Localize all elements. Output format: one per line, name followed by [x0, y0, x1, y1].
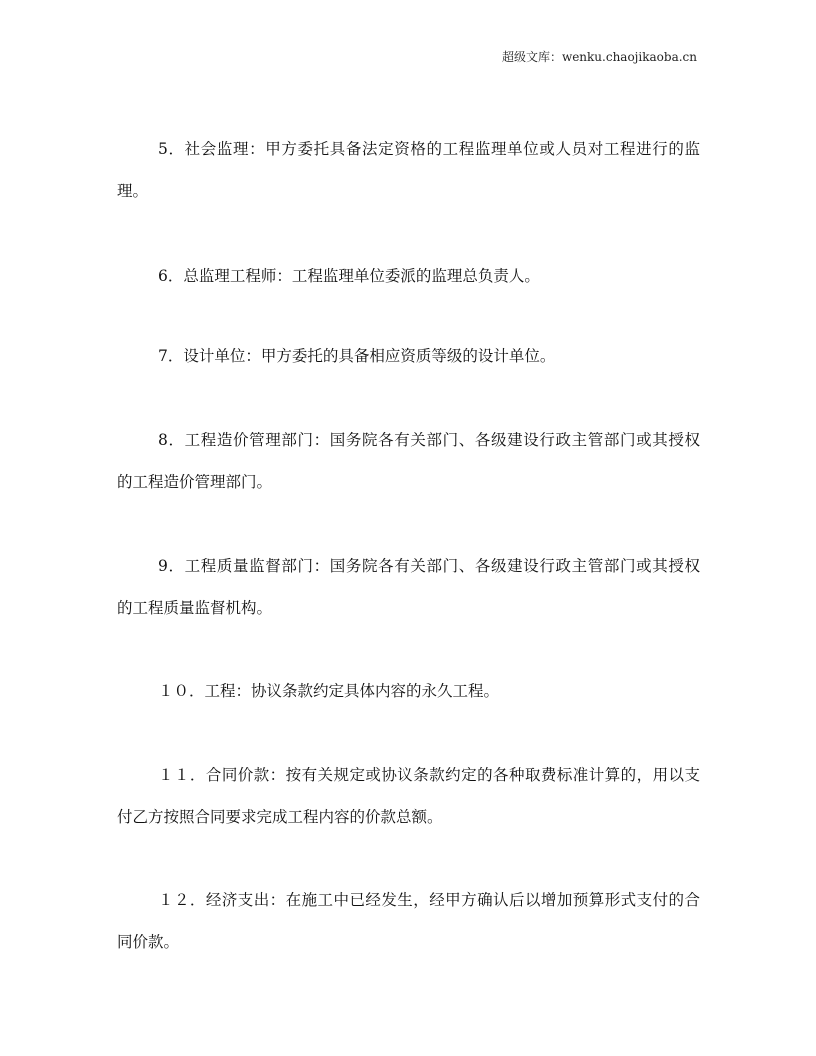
- paragraph-12-line-2: 同价款。: [117, 933, 180, 951]
- page-header-source: 超级文库：wenku.chaojikaoba.cn: [501, 50, 697, 64]
- paragraph-11-line-1: １１．合同价款：按有关规定或协议条款约定的各种取费标准计算的，用以支: [158, 766, 700, 784]
- paragraph-10: １０．工程：协议条款约定具体内容的永久工程。: [158, 682, 500, 700]
- paragraph-5-line-1: 5．社会监理：甲方委托具备法定资格的工程监理单位或人员对工程进行的监: [158, 140, 700, 158]
- paragraph-7: 7．设计单位：甲方委托的具备相应资质等级的设计单位。: [158, 347, 556, 365]
- paragraph-9-line-1: 9．工程质量监督部门：国务院各有关部门、各级建设行政主管部门或其授权: [158, 557, 700, 575]
- paragraph-8-line-2: 的工程造价管理部门。: [117, 473, 273, 491]
- paragraph-8-line-1: 8．工程造价管理部门：国务院各有关部门、各级建设行政主管部门或其授权: [158, 431, 700, 449]
- paragraph-9-line-2: 的工程质量监督机构。: [117, 599, 273, 617]
- paragraph-12-line-1: １２．经济支出：在施工中已经发生，经甲方确认后以增加预算形式支付的合: [158, 891, 700, 909]
- paragraph-6: 6．总监理工程师：工程监理单位委派的监理总负责人。: [158, 267, 540, 285]
- paragraph-11-line-2: 付乙方按照合同要求完成工程内容的价款总额。: [117, 808, 443, 826]
- paragraph-5-line-2: 理。: [117, 182, 149, 200]
